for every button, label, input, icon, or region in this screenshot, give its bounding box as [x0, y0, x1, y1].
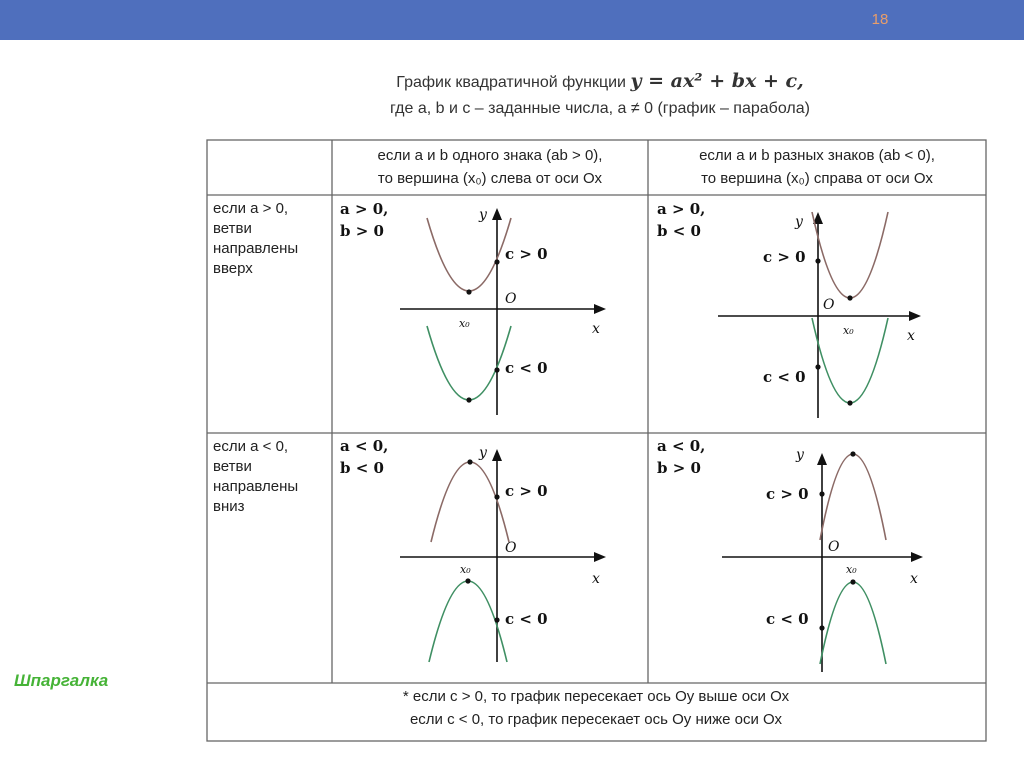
- upper-intercept-point: [815, 258, 820, 263]
- cell-r2c1-cond2: b < 0: [340, 459, 384, 477]
- lower-intercept-point: [494, 617, 499, 622]
- x-axis-arrow: [594, 304, 606, 314]
- header-col1-line2: то вершина (x₀) слева от оси Ох: [377, 170, 603, 187]
- cell-r1c1-cond2: b > 0: [340, 222, 384, 240]
- graph-r2c2: [722, 447, 923, 672]
- row2-label-0: если a < 0,: [213, 438, 289, 455]
- lower-vertex-point: [847, 400, 852, 405]
- c-positive-label: c > 0: [763, 248, 806, 266]
- y-axis-label: y: [796, 447, 804, 463]
- cell-r2c1-cond1: a < 0,: [340, 437, 389, 455]
- x-axis-label: x: [910, 571, 918, 587]
- cell-r1c2-cond2: b < 0: [657, 222, 701, 240]
- lower-vertex-point: [465, 578, 470, 583]
- x-axis-label: x: [907, 328, 915, 344]
- origin-label: O: [505, 540, 517, 556]
- lower-intercept-point: [494, 367, 499, 372]
- row1-label-2: направлены: [213, 240, 299, 257]
- vertex-x-label: x₀: [459, 317, 470, 330]
- upper-parabola: [427, 218, 511, 291]
- lower-intercept-point: [819, 625, 824, 630]
- c-negative-label: c < 0: [505, 359, 548, 377]
- graph-r2c1: [400, 445, 606, 662]
- c-positive-label: c > 0: [766, 485, 809, 503]
- c-positive-label: c > 0: [505, 482, 548, 500]
- lower-parabola: [820, 582, 886, 664]
- row2-label-2: направлены: [213, 478, 299, 495]
- cell-r2c2-cond2: b > 0: [657, 459, 701, 477]
- y-axis-arrow: [817, 453, 827, 465]
- x-axis-arrow: [911, 552, 923, 562]
- upper-vertex-point: [467, 459, 472, 464]
- vertex-x-label: x₀: [460, 563, 471, 576]
- c-positive-label: c > 0: [505, 245, 548, 263]
- row2-label-3: вниз: [213, 498, 245, 515]
- title-formula: y = ax² + bx + c,: [630, 70, 804, 92]
- header-col1-line1: если a и b одного знака (ab > 0),: [377, 147, 603, 164]
- upper-vertex-point: [847, 295, 852, 300]
- c-negative-label: c < 0: [505, 610, 548, 628]
- cell-r1c2-cond1: a > 0,: [657, 200, 706, 218]
- origin-label: O: [505, 291, 517, 307]
- origin-label: O: [828, 539, 840, 555]
- footer-line-1: * если c > 0, то график пересекает ось Оу выше оси Ох: [402, 688, 790, 705]
- row1-label-1: ветви: [213, 220, 252, 237]
- graph-r1c1: [400, 207, 606, 415]
- upper-intercept-point: [819, 491, 824, 496]
- vertex-x-label: x₀: [846, 563, 857, 576]
- y-axis-label: y: [479, 207, 487, 223]
- y-axis-label: y: [479, 445, 487, 461]
- lower-parabola: [427, 326, 511, 400]
- upper-parabola: [820, 454, 886, 540]
- row2-label-1: ветви: [213, 458, 252, 475]
- header-col2-line1: если a и b разных знаков (ab < 0),: [699, 147, 935, 164]
- cell-r1c1-cond1: a > 0,: [340, 200, 389, 218]
- side-note: Шпаргалка: [14, 671, 109, 690]
- slide-number: 18: [871, 11, 889, 28]
- y-axis-arrow: [492, 208, 502, 220]
- c-negative-label: c < 0: [766, 610, 809, 628]
- upper-intercept-point: [494, 494, 499, 499]
- row1-label-0: если a > 0,: [213, 200, 289, 217]
- table-border: [207, 140, 986, 741]
- title-line-2: где a, b и c – заданные числа, a ≠ 0 (график – парабола): [390, 100, 810, 117]
- origin-label: O: [823, 297, 835, 313]
- cell-r2c2-cond1: a < 0,: [657, 437, 706, 455]
- upper-vertex-point: [850, 451, 855, 456]
- upper-intercept-point: [494, 259, 499, 264]
- vertex-x-label: x₀: [843, 324, 854, 337]
- x-axis-arrow: [594, 552, 606, 562]
- row1-label-3: вверх: [213, 260, 253, 277]
- upper-parabola: [812, 212, 888, 298]
- lower-vertex-point: [466, 397, 471, 402]
- y-axis-label: y: [795, 214, 803, 230]
- title-prefix: График квадратичной функции: [396, 74, 626, 91]
- upper-vertex-point: [466, 289, 471, 294]
- graph-r1c2: [718, 212, 921, 418]
- c-negative-label: c < 0: [763, 368, 806, 386]
- header-col2-line2: то вершина (x₀) справа от оси Ох: [701, 170, 933, 187]
- lower-vertex-point: [850, 579, 855, 584]
- footer-line-2: если c < 0, то график пересекает ось Оу ниже оси Ох: [409, 711, 783, 728]
- y-axis-arrow: [492, 449, 502, 461]
- x-axis-label: x: [592, 321, 600, 337]
- x-axis-arrow: [909, 311, 921, 321]
- x-axis-label: x: [592, 571, 600, 587]
- lower-intercept-point: [815, 364, 820, 369]
